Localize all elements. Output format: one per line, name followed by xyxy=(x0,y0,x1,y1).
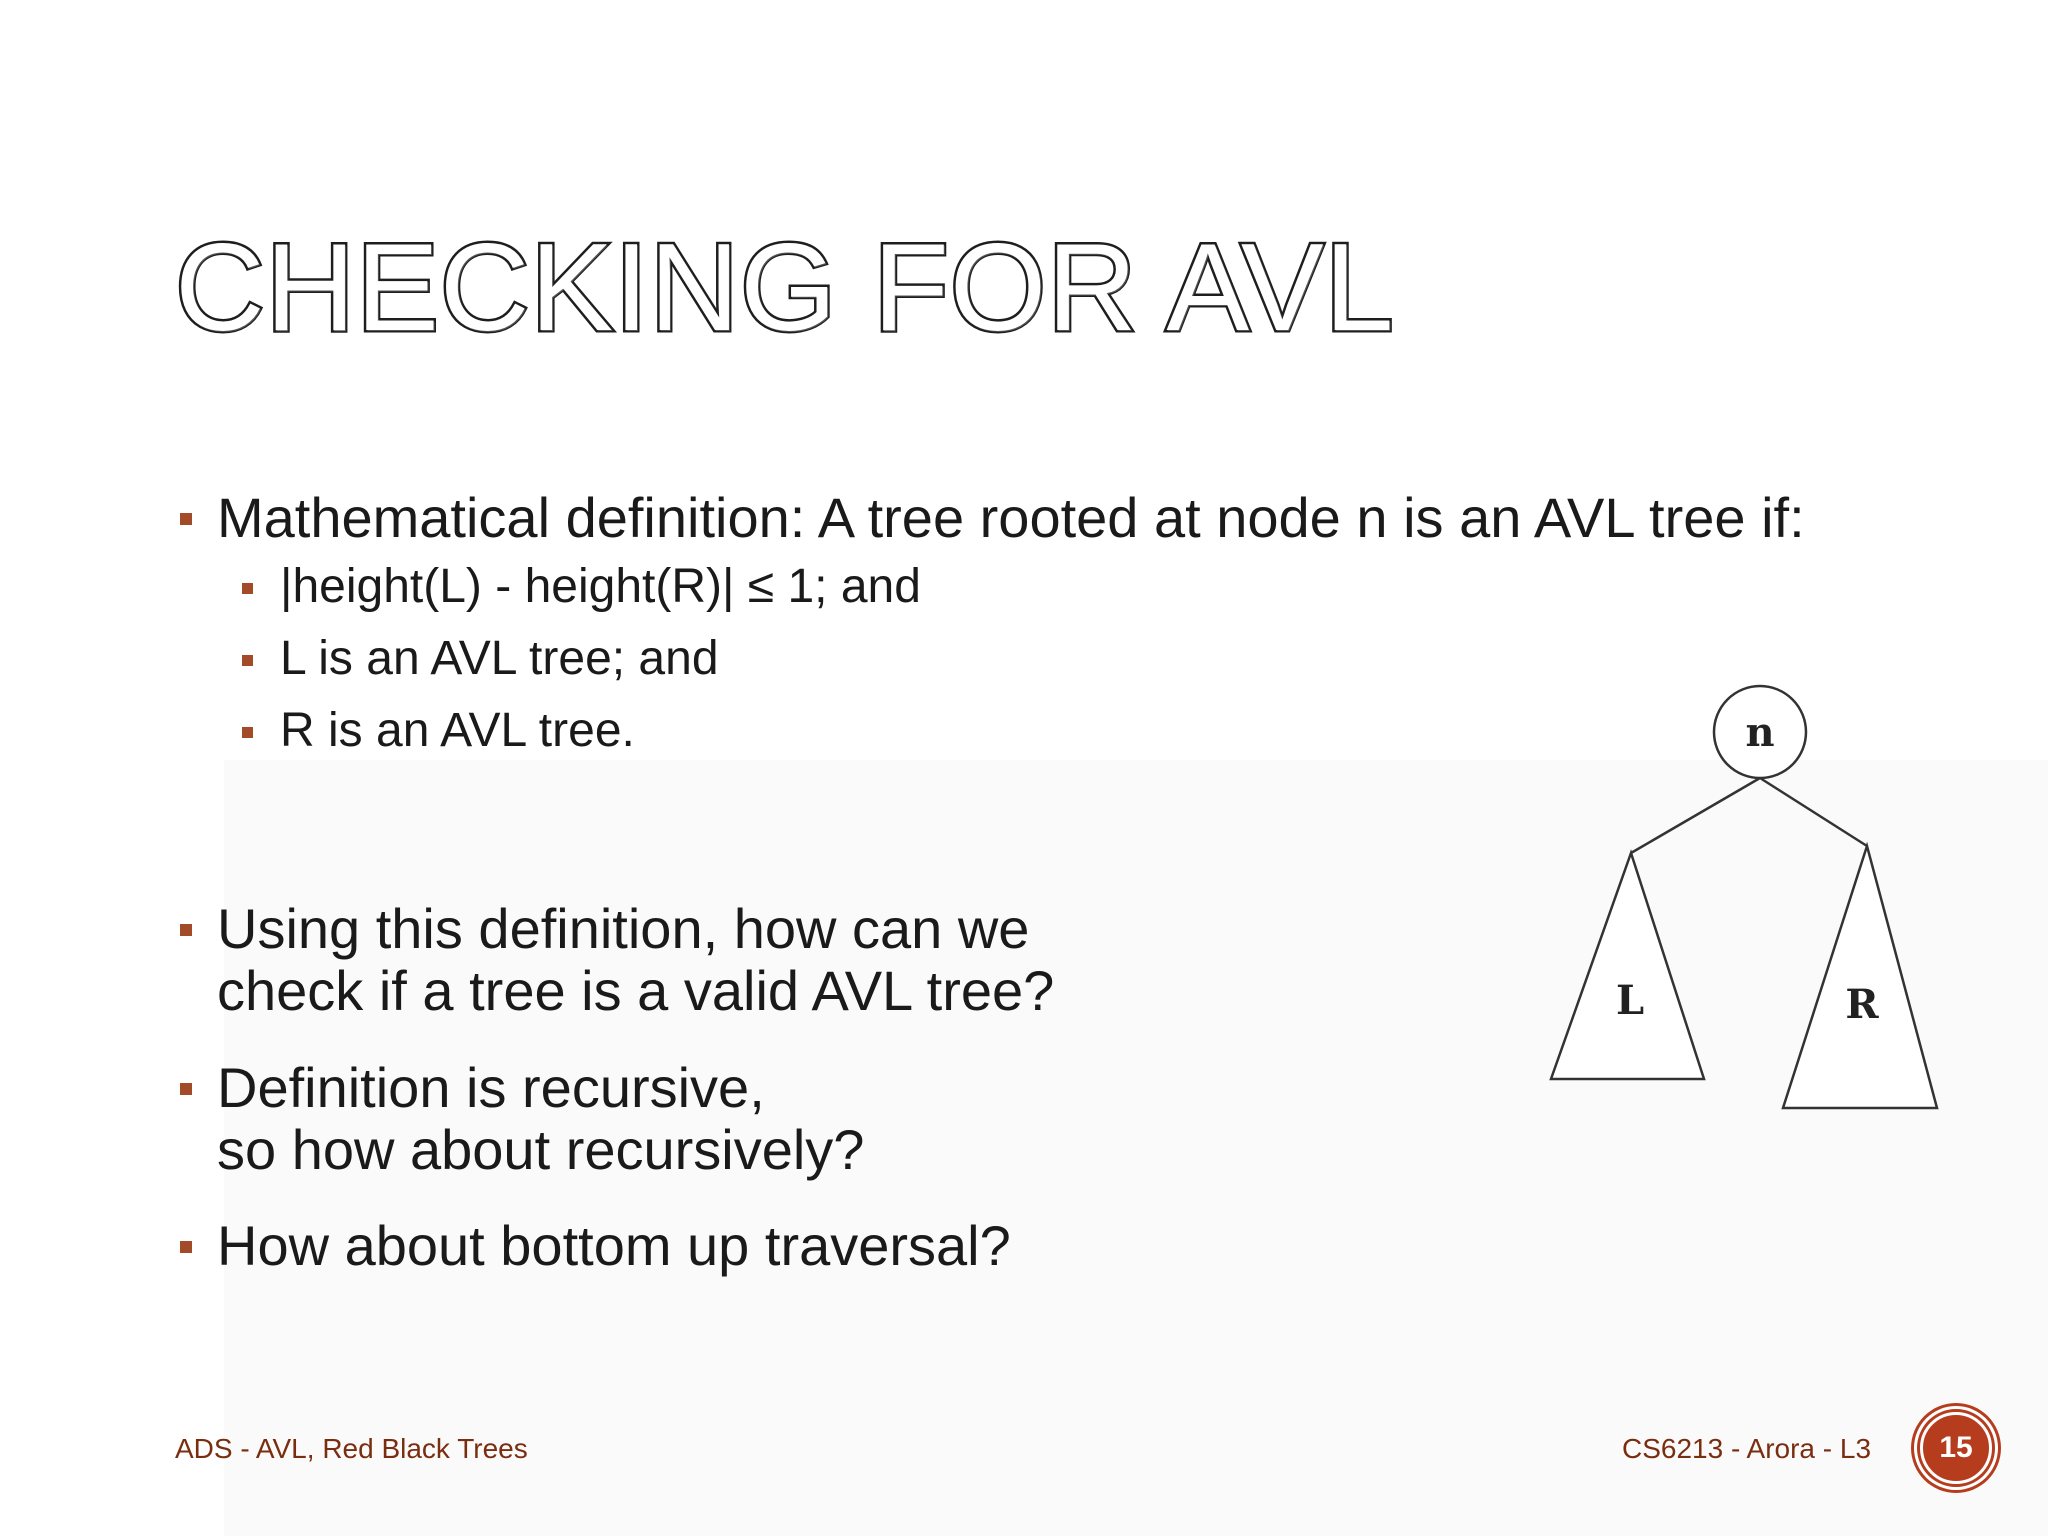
bullet-marker xyxy=(180,1241,192,1253)
bullet-marker xyxy=(242,655,253,666)
sub-bullet-right-avl xyxy=(238,703,635,759)
left-subtree xyxy=(1551,853,1704,1079)
bullet-text-line-2: so how about recursively? xyxy=(217,1118,865,1181)
bullet-marker xyxy=(180,1083,192,1095)
bullet-marker xyxy=(242,727,253,738)
slide-title: CHECKING FOR AVL xyxy=(175,219,1395,357)
footer-course-code: CS6213 - Arora - L3 xyxy=(1622,1433,1872,1464)
bullet-using-definition xyxy=(175,898,1054,1022)
left-subtree-label: L xyxy=(1615,977,1645,1024)
page-number-badge xyxy=(1914,1406,1998,1490)
avl-tree-diagram xyxy=(1540,670,1980,1130)
bullet-marker xyxy=(242,583,253,594)
bullet-marker xyxy=(180,513,192,525)
sub-bullet-left-avl xyxy=(238,631,719,687)
bullet-text: |height(L) - height(R)| ≤ 1; and xyxy=(280,560,921,613)
bullet-text: R is an AVL tree. xyxy=(280,704,635,757)
bullet-text-line-1: Using this definition, how can we xyxy=(217,897,1030,960)
sub-bullet-height-condition xyxy=(238,559,921,615)
bullet-recursive xyxy=(175,1057,864,1181)
right-edge xyxy=(1760,778,1867,846)
left-edge xyxy=(1631,778,1760,853)
right-subtree xyxy=(1783,846,1937,1108)
bullet-text-line-1: Definition is recursive, xyxy=(217,1056,765,1119)
bullet-text: L is an AVL tree; and xyxy=(280,632,719,685)
footer-course-title: ADS - AVL, Red Black Trees xyxy=(175,1433,528,1464)
bullet-text: Mathematical definition: A tree rooted at node n is an AVL tree if: xyxy=(217,486,1805,549)
bullet-marker xyxy=(180,924,192,936)
page-number: 15 xyxy=(1939,1431,1973,1464)
bullet-bottom-up xyxy=(175,1215,1011,1277)
right-subtree-label: R xyxy=(1845,981,1879,1028)
bullet-text: How about bottom up traversal? xyxy=(217,1214,1011,1277)
bullet-definition xyxy=(175,487,1805,549)
bullet-text-line-2: check if a tree is a valid AVL tree? xyxy=(217,959,1055,1022)
root-node-label: n xyxy=(1745,709,1775,756)
